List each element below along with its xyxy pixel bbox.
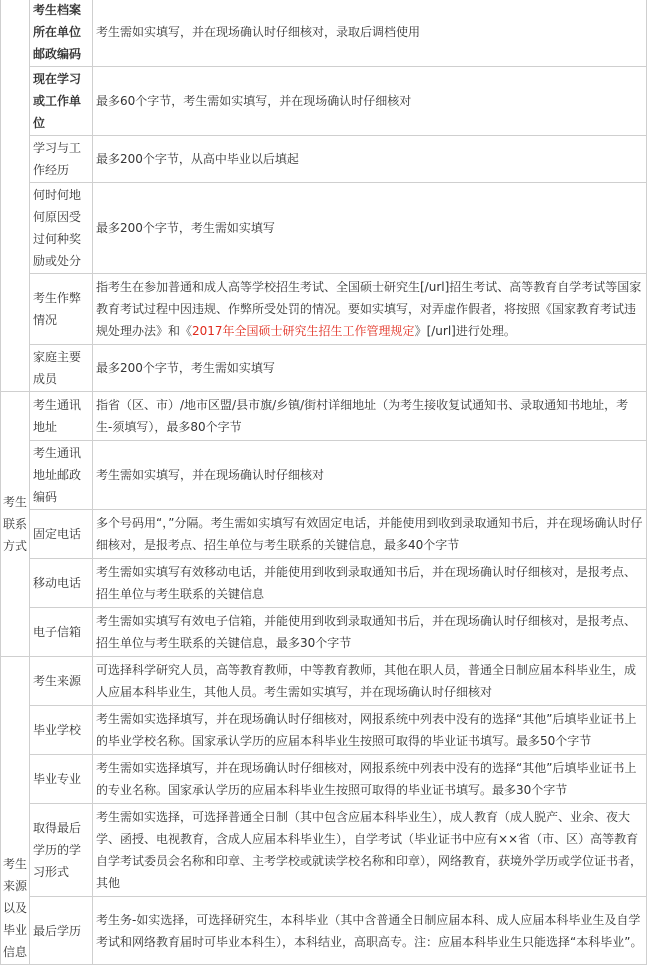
field-name-cell: 电子信箱	[30, 608, 93, 657]
field-desc-cell: 最多60个字节，考生需如实填写，并在现场确认时仔细核对	[93, 67, 647, 136]
field-desc-cell: 考生务-如实选择，可选择研究生，本科毕业（其中含普通全日制应届本科、成人应届本科毕业生及自学考试和网络教育届时可毕业本科生），本科结业，高职高专。注：应届本科毕业生只能选择“本科毕业”。	[93, 897, 647, 965]
field-desc-cell: 多个号码用“，”分隔。考生需如实填写有效固定电话，并能使用到收到录取通知书后，并在现场确认时仔细核对，是报考点、招生单位与考生联系的关键信息，最多40个字节	[93, 510, 647, 559]
field-desc-cell: 考生需如实选择填写，并在现场确认时仔细核对，网报系统中列表中没有的选择“其他”后填毕业证书上的毕业学校名称。国家承认学历的应届本科毕业生按照可取得的毕业证书填写。最多50个字节	[93, 706, 647, 755]
field-name-cell: 考生档案所在单位邮政编码	[30, 0, 93, 67]
field-name-cell: 移动电话	[30, 559, 93, 608]
field-desc-cell: 考生需如实填写，并在现场确认时仔细核对	[93, 441, 647, 510]
field-desc-cell: 考生需如实填写有效移动电话，并能使用到收到录取通知书后，并在现场确认时仔细核对，是报考点、招生单位与考生联系的关键信息	[93, 559, 647, 608]
table-row	[1, 755, 647, 804]
table-row	[1, 136, 647, 183]
table-row	[1, 0, 647, 67]
table-row	[1, 706, 647, 755]
field-desc-cell: 可选择科学研究人员，高等教育教师，中等教育教师，其他在职人员，普通全日制应届本科毕业生，成人应届本科毕业生，其他人员。考生需如实填写，并在现场确认时仔细核对	[93, 657, 647, 706]
field-desc-cell: 最多200个字节，考生需如实填写	[93, 345, 647, 392]
field-name-cell: 家庭主要成员	[30, 345, 93, 392]
field-desc-cell: 最多200个字节，考生需如实填写	[93, 183, 647, 274]
field-desc-cell: 考生需如实选择，可选择普通全日制（其中包含应届本科毕业生），成人教育（成人脱产、业余、夜大学、函授、电视教育，含成人应届本科毕业生），自学考试（毕业证书中应有××省（市、区）高等教育自学考试委员会名称和印章、主考学校或就读学校名称和印章），网络教育，获境外学历或学位证书者，其他	[93, 804, 647, 897]
cheating-desc-text-a: 指考生在参加普通和成人高等学校招生考试、全国硕士研究生[/url]招生考试、高等教育自学考试等国家教育考试过程中因违规、作弊所受处罚的情况。要如实填写，对弄虚作假者，将按照《国家教育考试违规处理办法》和《	[96, 280, 642, 338]
table-row	[1, 804, 647, 897]
field-name-cell: 考生作弊情况	[30, 274, 93, 345]
field-name-cell: 毕业专业	[30, 755, 93, 804]
field-name-cell: 取得最后学历的学习形式	[30, 804, 93, 897]
table-row	[1, 657, 647, 706]
field-name-cell: 考生来源	[30, 657, 93, 706]
field-desc-cell: 考生需如实选择填写，并在现场确认时仔细核对，网报系统中列表中没有的选择“其他”后填毕业证书上的专业名称。国家承认学历的应届本科毕业生按照可取得的毕业证书填写。最多30个字节	[93, 755, 647, 804]
field-name-cell: 最后学历	[30, 897, 93, 965]
field-name-cell: 现在学习或工作单位	[30, 67, 93, 136]
field-desc-cell: 考生需如实填写有效电子信箱，并能使用到收到录取通知书后，并在现场确认时仔细核对，是报考点、招生单位与考生联系的关键信息，最多30个字节	[93, 608, 647, 657]
table-row	[1, 559, 647, 608]
field-name-cell: 何时何地何原因受过何种奖励或处分	[30, 183, 93, 274]
table-row	[1, 510, 647, 559]
field-name-cell: 毕业学校	[30, 706, 93, 755]
table-row	[1, 608, 647, 657]
field-name-cell: 固定电话	[30, 510, 93, 559]
field-name-cell: 考生通讯地址	[30, 392, 93, 441]
table-row	[1, 345, 647, 392]
table-row	[1, 274, 647, 345]
field-name-cell: 考生通讯地址邮政编码	[30, 441, 93, 510]
group-cell-source: 考生来源以及毕业信息	[1, 657, 30, 965]
group-cell-empty	[1, 0, 30, 392]
table-row	[1, 897, 647, 965]
field-desc-cell: 指省（区、市）/地市区盟/县市旗/乡镇/街村详细地址（为考生接收复试通知书、录取通知书地址，考生-须填写），最多80个字节	[93, 392, 647, 441]
table-row	[1, 67, 647, 136]
table-row	[1, 183, 647, 274]
cheating-desc-text-b: 》[/url]进行处理。	[414, 324, 516, 338]
table-row	[1, 441, 647, 510]
group-cell-contact: 考生联系方式	[1, 392, 30, 657]
field-desc-cell	[93, 274, 647, 345]
field-desc-cell: 考生需如实填写，并在现场确认时仔细核对，录取后调档使用	[93, 0, 647, 67]
regulation-link[interactable]: 2017年全国硕士研究生招生工作管理规定	[192, 324, 415, 338]
field-name-cell: 学习与工作经历	[30, 136, 93, 183]
field-desc-cell: 最多200个字节，从高中毕业以后填起	[93, 136, 647, 183]
table-row	[1, 392, 647, 441]
